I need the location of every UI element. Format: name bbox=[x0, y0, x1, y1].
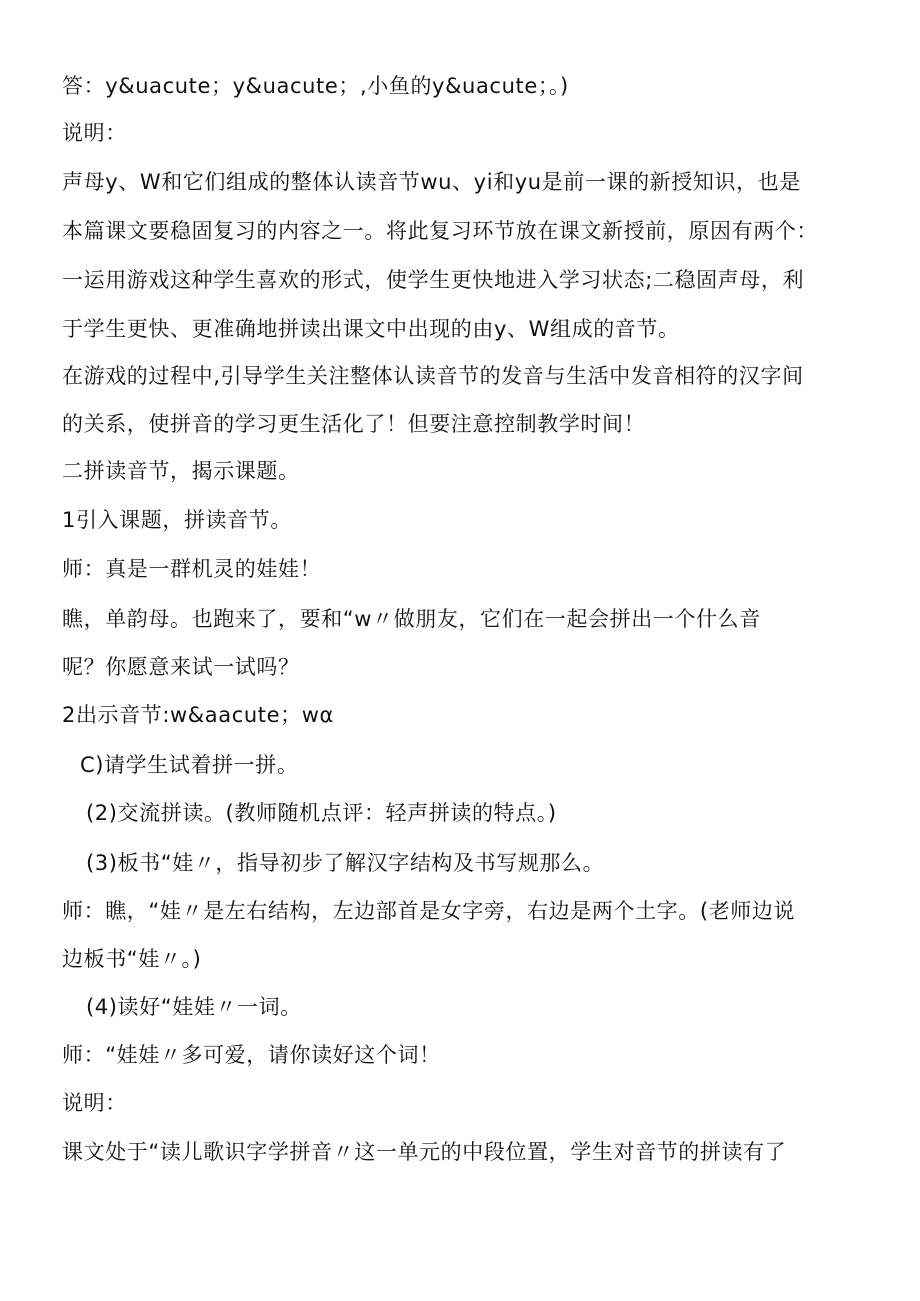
text-line-note-heading: 说明： bbox=[62, 121, 127, 145]
text-line: 呢？你愿意来试一试吗？ bbox=[62, 655, 300, 679]
text-line: 课文处于“读儿歌识字学拼音〃这一单元的中段位置，学生对音节的拼读有了 bbox=[62, 1140, 787, 1164]
sub-step: C)请学生试着拼一拼。 bbox=[80, 753, 299, 777]
text-line: 师：瞧，“娃〃是左右结构，左边部首是女字旁，右边是两个土字。(老师边说 bbox=[62, 899, 796, 923]
sub-step: (3)板书“娃〃，指导初步了解汉字结构及书写规那么。 bbox=[86, 851, 605, 875]
text-line: 边板书“娃〃。) bbox=[62, 947, 202, 971]
text-line-answer: 答：y&uacute；y&uacute；,小鱼的y&uacute；。) bbox=[62, 74, 569, 98]
text-line: 师：真是一群机灵的娃娃！ bbox=[62, 557, 322, 581]
text-line: 的关系，使拼音的学习更生活化了！但要注意控制教学时间！ bbox=[62, 412, 646, 436]
sub-step: (4)读好“娃娃〃一词。 bbox=[86, 995, 302, 1019]
section-heading: 二拼读音节，揭示课题。 bbox=[62, 459, 300, 483]
step-heading: 1引入课题，拼读音节。 bbox=[62, 508, 292, 532]
text-line: 声母y、W和它们组成的整体认读音节wu、yi和yu是前一课的新授知识，也是 bbox=[62, 170, 801, 194]
text-line: 一运用游戏这种学生喜欢的形式，使学生更快地进入学习状态;二稳固声母，利 bbox=[62, 268, 805, 292]
text-line: 在游戏的过程中,引导学生关注整体认读音节的发音与生活中发音相符的汉字间 bbox=[62, 364, 804, 388]
text-line-note-heading: 说明： bbox=[62, 1091, 127, 1115]
sub-step: (2)交流拼读。(教师随机点评：轻声拼读的特点。) bbox=[86, 801, 557, 825]
text-line: 于学生更快、更准确地拼读出课文中出现的由y、W组成的音节。 bbox=[62, 317, 680, 341]
text-line: 本篇课文要稳固复习的内容之一。将此复习环节放在课文新授前，原因有两个： bbox=[62, 219, 818, 243]
text-line: 师：“娃娃〃多可爱，请你读好这个词！ bbox=[62, 1043, 441, 1067]
step-heading: 2出示音节:w&aacute；wα bbox=[62, 703, 334, 727]
text-line: 瞧，单韵母。也跑来了，要和“w〃做朋友，它们在一起会拼出一个什么音 bbox=[62, 607, 761, 631]
